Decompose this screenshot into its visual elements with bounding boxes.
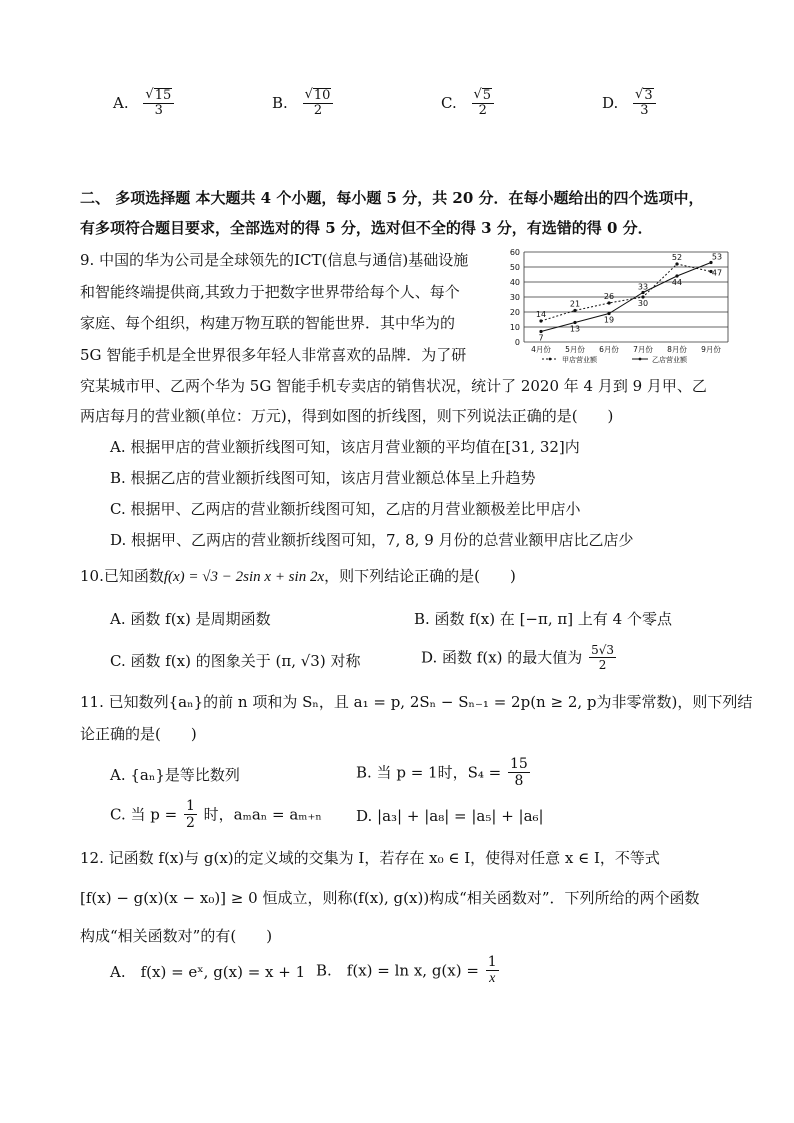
q11-line1: 11. 已知数列{aₙ}的前 n 项和为 Sₙ，且 a₁ = p, 2Sₙ − Sₙ₋₁ = 2p(n ≥ 2, p为非零常数)，则下列结 [80,693,753,711]
q8-options [0,88,794,120]
q11-option-c[interactable]: C. 当 p = $\frac{1}{2}$ 时，aₘaₙ = aₘ₊ₙ [110,798,322,831]
q9-line-chart [502,244,732,370]
q10-option-b[interactable]: B. 函数 f(x) 在 [−π, π] 上有 4 个零点 [414,610,672,628]
section2-line2: 有多项符合题目要求，全部选对的得 5 分，选对但不全的得 3 分，有选错的得 0 分． [80,219,653,237]
q10-option-a[interactable]: A. 函数 f(x) 是周期函数 [110,610,271,628]
q8-option-a-value: √ 15 3 [143,88,174,118]
q11-option-a[interactable]: A. {aₙ}是等比数列 [110,766,240,784]
data-label: 14 [535,310,547,319]
q12-line2: [f(x) − g(x)(x − x₀)] ≥ 0 恒成立，则称(f(x), g(x))构成“相关函数对”．下列所给的两个函数 [80,889,700,907]
x-tick-label: 5月份 [565,345,585,354]
q9-line6: 两店每月的营业额(单位：万元)，得到如图的折线图，则下列说法正确的是( ) [80,407,614,425]
q9-line5: 究某城市甲、乙两个华为 5G 智能手机专卖店的销售状况，统计了 2020 年 4 月到 9 月甲、乙 [80,377,707,395]
legend-marker [639,358,642,361]
data-point [573,309,576,312]
y-tick-label: 20 [509,308,520,317]
q12-option-a[interactable]: A. f(x) = eˣ, g(x) = x + 1 [110,963,306,981]
q11-line2: 论正确的是( ) [80,725,197,743]
q9-line1: 9. 中国的华为公司是全球领先的ICT(信息与通信)基础设施 [80,251,469,269]
q9-option-d[interactable]: D. 根据甲、乙两店的营业额折线图可知，7, 8, 9 月份的总营业额甲店比乙店少 [110,531,634,549]
q11-option-d[interactable]: D. |a₃| + |a₈| = |a₅| + |a₆| [356,807,544,825]
q8-option-a[interactable]: A. √ 15 3 [113,88,176,118]
data-label: 33 [637,282,649,292]
x-tick-label: 8月份 [667,345,687,354]
q11-option-b[interactable]: B. 当 p = 1时，S₄ = $\frac{15}{8}$ [356,756,528,789]
legend-marker [549,358,552,361]
q8-option-d-value: √ 3 3 [633,88,656,118]
q8-option-d[interactable]: D. √ 3 3 [602,88,658,118]
data-point [675,262,678,265]
q12-option-b[interactable]: B. f(x) = ln x, g(x) = $\frac{1}{x}$ [316,954,497,986]
data-label: 30 [637,299,649,308]
section2-line1: 二、 多项选择题 本大题共 4 个小题，每小题 5 分，共 20 分．在每小题给出的四个选项中， [80,189,704,207]
x-tick-label: 9月份 [701,345,721,354]
y-tick-label: 50 [509,263,520,272]
q9-line3: 家庭、每个组织，构建万物互联的智能世界．其中华为的 [80,314,456,332]
q12-line1: 12. 记函数 f(x)与 g(x)的定义域的交集为 I，若存在 x₀ ∈ I，使得对任意 x ∈ I，不等式 [80,849,660,867]
q8-option-c[interactable]: C. √ 5 2 [441,88,496,118]
q9-option-c[interactable]: C. 根据甲、乙两店的营业额折线图可知，乙店的月营业额极差比甲店小 [110,500,581,518]
data-label: 7 [538,333,544,343]
q9-line4: 5G 智能手机是全世界很多年轻人非常喜欢的品牌．为了研 [80,346,467,364]
y-tick-label: 40 [509,278,520,287]
q8-option-b[interactable]: B. √ 10 2 [272,88,335,118]
q10-option-d[interactable]: D. 函数 f(x) 的最大值为 $\frac{5√3}{2}$ [421,643,614,672]
legend-label: 乙店营业额 [652,356,687,364]
y-tick-label: 30 [509,293,520,302]
q8-option-b-value: √ 10 2 [303,88,334,118]
q9-option-b[interactable]: B. 根据乙店的营业额折线图可知，该店月营业额总体呈上升趋势 [110,469,536,487]
x-tick-label: 7月份 [633,345,653,354]
data-point [539,319,542,322]
data-label: 26 [603,292,615,301]
x-tick-label: 4月份 [531,345,551,354]
x-tick-label: 6月份 [599,345,619,354]
q9-option-a[interactable]: A. 根据甲店的营业额折线图可知，该店月营业额的平均值在[31, 32]内 [110,438,580,456]
q10-option-c[interactable]: C. 函数 f(x) 的图象关于 (π, √3) 对称 [110,652,361,670]
y-tick-label: 0 [514,338,520,347]
data-label: 53 [711,252,723,262]
data-label: 13 [569,324,581,334]
y-tick-label: 10 [509,323,520,332]
data-label: 44 [671,278,683,287]
data-label: 52 [671,253,683,262]
legend-label: 甲店营业额 [562,356,597,364]
q12-line3: 构成“相关函数对”的有( ) [80,927,273,945]
q8-option-c-value: √ 5 2 [472,88,495,118]
y-tick-label: 60 [509,248,520,257]
q10-stem: 10.已知函数f(x) = √3 − 2sin x + sin 2x，则下列结论正确的是( ) [80,567,516,585]
data-label: 19 [603,315,615,325]
data-label: 21 [569,299,581,309]
data-point [607,301,610,304]
q9-line2: 和智能终端提供商,其致力于把数字世界带给每个人、每个 [80,283,460,301]
data-label: 47 [711,268,723,278]
